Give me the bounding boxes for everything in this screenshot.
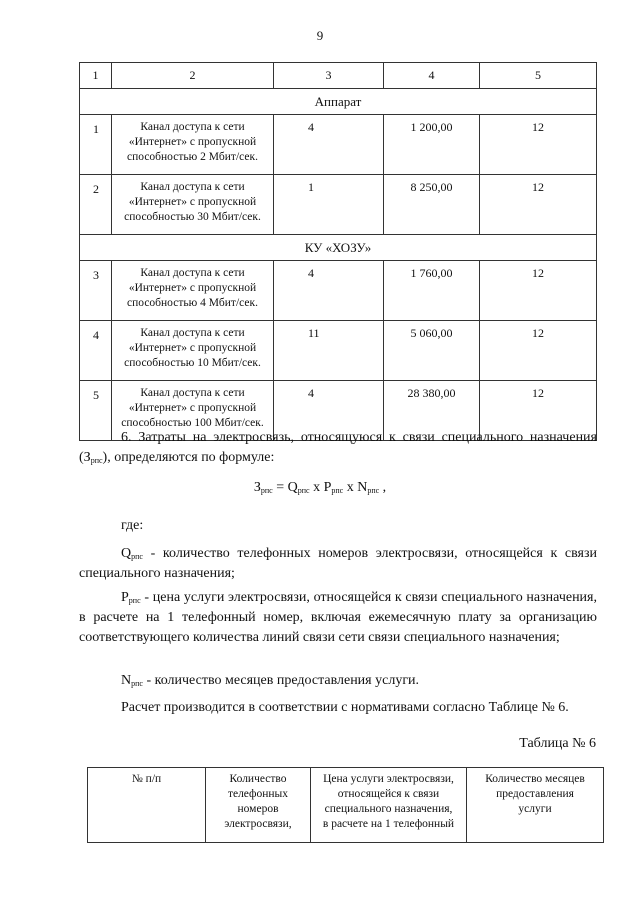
column-number-1: 1: [80, 63, 112, 89]
row-number: 4: [80, 321, 112, 381]
quantity: 4: [274, 381, 384, 441]
section-row: [80, 89, 597, 115]
table-row: [80, 321, 597, 381]
price: 1 200,00: [384, 115, 480, 175]
formula: $З_{рпс} = Q_{рпс}$ x $P_{рпс}$ x $N_{рпс}$ ,: [253, 480, 387, 495]
table-row: [80, 175, 597, 235]
section-title: Аппарат: [80, 89, 597, 115]
service-name: Канал доступа к сети «Интернет» с пропускной способностью 10 Мбит/сек.: [112, 321, 274, 381]
header-row-number: № п/п: [88, 768, 206, 843]
paragraph-6: 6. Затраты на электросвязь, относящуюся к связи специального назначения $(З_{рпс})$, определяются по формуле:: [79, 430, 597, 465]
calculation-note: Расчет производится в соответствии с нормативами согласно Таблице № 6.: [121, 700, 569, 715]
table-6: [87, 767, 604, 843]
price: 8 250,00: [384, 175, 480, 235]
services-table: [79, 62, 597, 441]
where-label: где:: [121, 518, 144, 533]
table-row: [80, 261, 597, 321]
table-6-caption: Таблица № 6: [519, 736, 596, 751]
row-number: 2: [80, 175, 112, 235]
months: 12: [480, 381, 597, 441]
price: 1 760,00: [384, 261, 480, 321]
service-name: Канал доступа к сети «Интернет» с пропускной способностью 30 Мбит/сек.: [112, 175, 274, 235]
row-number: 5: [80, 381, 112, 441]
column-number-4: 4: [384, 63, 480, 89]
months: 12: [480, 175, 597, 235]
header-phone-count: Количество телефонных номеров электросвязи,: [206, 768, 311, 843]
price: 5 060,00: [384, 321, 480, 381]
price: 28 380,00: [384, 381, 480, 441]
quantity: 4: [274, 261, 384, 321]
table-row: [80, 115, 597, 175]
quantity: 1: [274, 175, 384, 235]
service-name: Канал доступа к сети «Интернет» с пропускной способностью 100 Мбит/сек.: [112, 381, 274, 441]
header-service-price: Цена услуги электросвязи, относящейся к связи специального назначения, в расчете на 1 телефонный: [311, 768, 467, 843]
quantity: 4: [274, 115, 384, 175]
section-row: [80, 235, 597, 261]
service-name: Канал доступа к сети «Интернет» с пропускной способностью 4 Мбит/сек.: [112, 261, 274, 321]
quantity: 11: [274, 321, 384, 381]
header-months: Количество месяцев предоставления услуги: [467, 768, 604, 843]
months: 12: [480, 261, 597, 321]
months: 12: [480, 115, 597, 175]
table-header-row: [80, 63, 597, 89]
service-name: Канал доступа к сети «Интернет» с пропускной способностью 2 Мбит/сек.: [112, 115, 274, 175]
column-number-2: 2: [112, 63, 274, 89]
column-number-3: 3: [274, 63, 384, 89]
column-number-5: 5: [480, 63, 597, 89]
months: 12: [480, 321, 597, 381]
page-number: 9: [316, 28, 324, 43]
row-number: 1: [80, 115, 112, 175]
table-6-header-row: [88, 768, 604, 843]
row-number: 3: [80, 261, 112, 321]
definition-q: $Q_{рпс}$ - количество телефонных номеров электросвязи, относящейся к связи специального назначения;: [79, 546, 597, 581]
definition-p: $P_{рпс}$ - цена услуги электросвязи, относящейся к связи специального назначения, в расчете на 1 телефонный номер, включая ежемесячную плату за организацию соответствующего количества линий связи сети связи специального назначения;: [79, 590, 597, 645]
section-title: КУ «ХОЗУ»: [80, 235, 597, 261]
definition-n: $N_{рпс}$ - количество месяцев предоставления услуги.: [121, 673, 420, 688]
